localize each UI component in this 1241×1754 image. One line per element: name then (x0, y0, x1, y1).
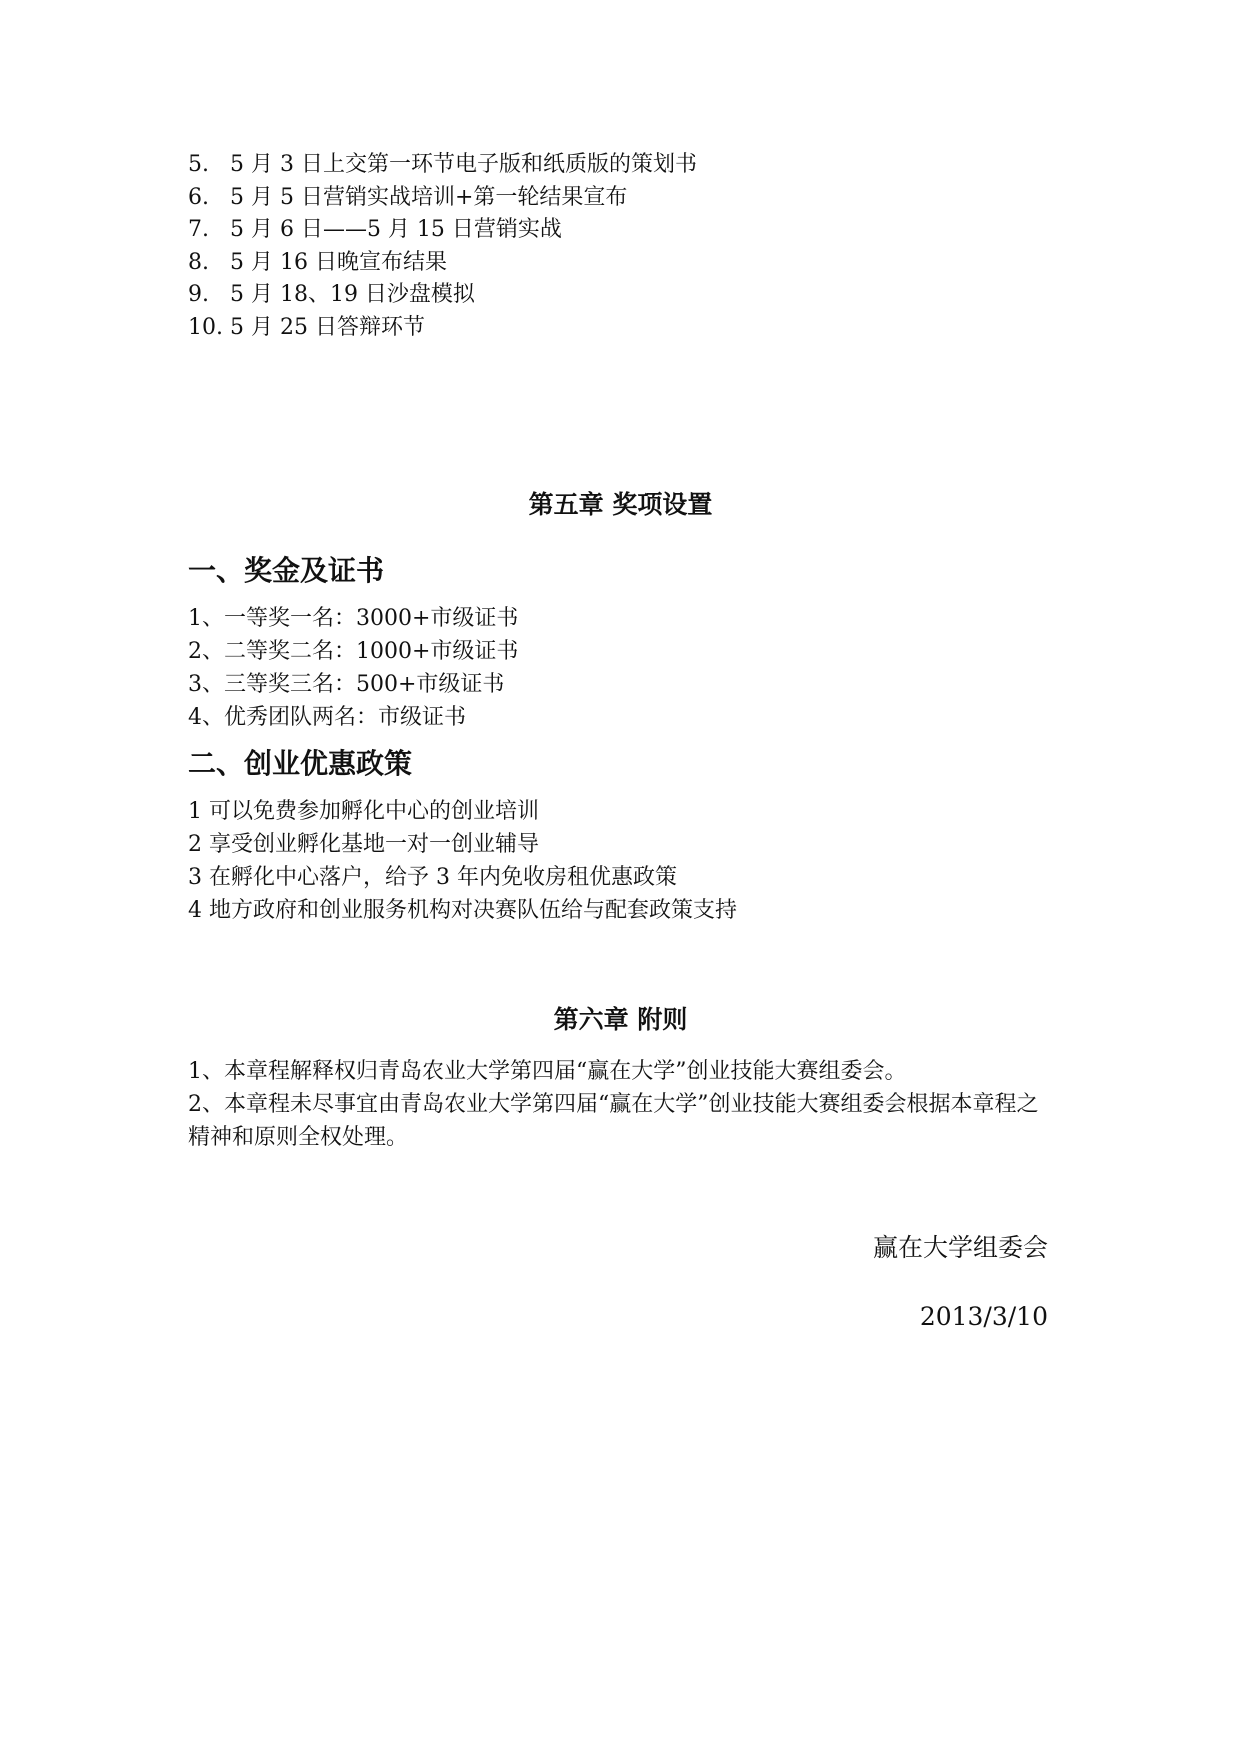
organizer-signature: 赢在大学组委会 (872, 1233, 1048, 1262)
appendix-list (188, 1055, 1058, 1154)
schedule-item: 8. 5 月 16 日晚宣布结果 (188, 249, 447, 275)
appendix-item: 2、本章程未尽事宜由青岛农业大学第四届“赢在大学”创业技能大赛组委会根据本章程之精神和原则全权处理。 (188, 1092, 1039, 1150)
award-item: 4、优秀团队两名：市级证书 (188, 705, 466, 730)
award-item: 2、二等奖二名：1000+市级证书 (188, 639, 519, 664)
chapter-five-title: 第五章 奖项设置 (528, 490, 713, 519)
chapter-six-title: 第六章 附则 (553, 1005, 688, 1034)
awards-section-heading: 一、奖金及证书 (188, 554, 385, 587)
schedule-item: 9. 5 月 18、19 日沙盘模拟 (188, 282, 475, 308)
policy-item: 4 地方政府和创业服务机构对决赛队伍给与配套政策支持 (188, 898, 737, 923)
schedule-list (188, 149, 1088, 345)
schedule-item: 6. 5 月 5 日营销实战培训+第一轮结果宣布 (188, 184, 628, 210)
schedule-item: 7. 5 月 6 日——5 月 15 日营销实战 (188, 217, 562, 243)
policy-section-heading: 二、创业优惠政策 (188, 747, 413, 780)
schedule-item: 10. 5 月 25 日答辩环节 (188, 314, 425, 340)
appendix-item: 1、本章程解释权归青岛农业大学第四届“赢在大学”创业技能大赛组委会。 (188, 1059, 907, 1084)
policy-item: 3 在孵化中心落户，给予 3 年内免收房租优惠政策 (188, 865, 677, 890)
policy-list (188, 795, 1058, 927)
signature-date: 2013/3/10 (919, 1302, 1048, 1331)
policy-item: 2 享受创业孵化基地一对一创业辅导 (188, 832, 539, 857)
policy-item: 1 可以免费参加孵化中心的创业培训 (188, 799, 539, 824)
awards-list (188, 602, 1058, 734)
schedule-item: 5. 5 月 3 日上交第一环节电子版和纸质版的策划书 (188, 152, 697, 177)
award-item: 3、三等奖三名：500+市级证书 (188, 672, 505, 697)
award-item: 1、一等奖一名：3000+市级证书 (188, 606, 519, 631)
